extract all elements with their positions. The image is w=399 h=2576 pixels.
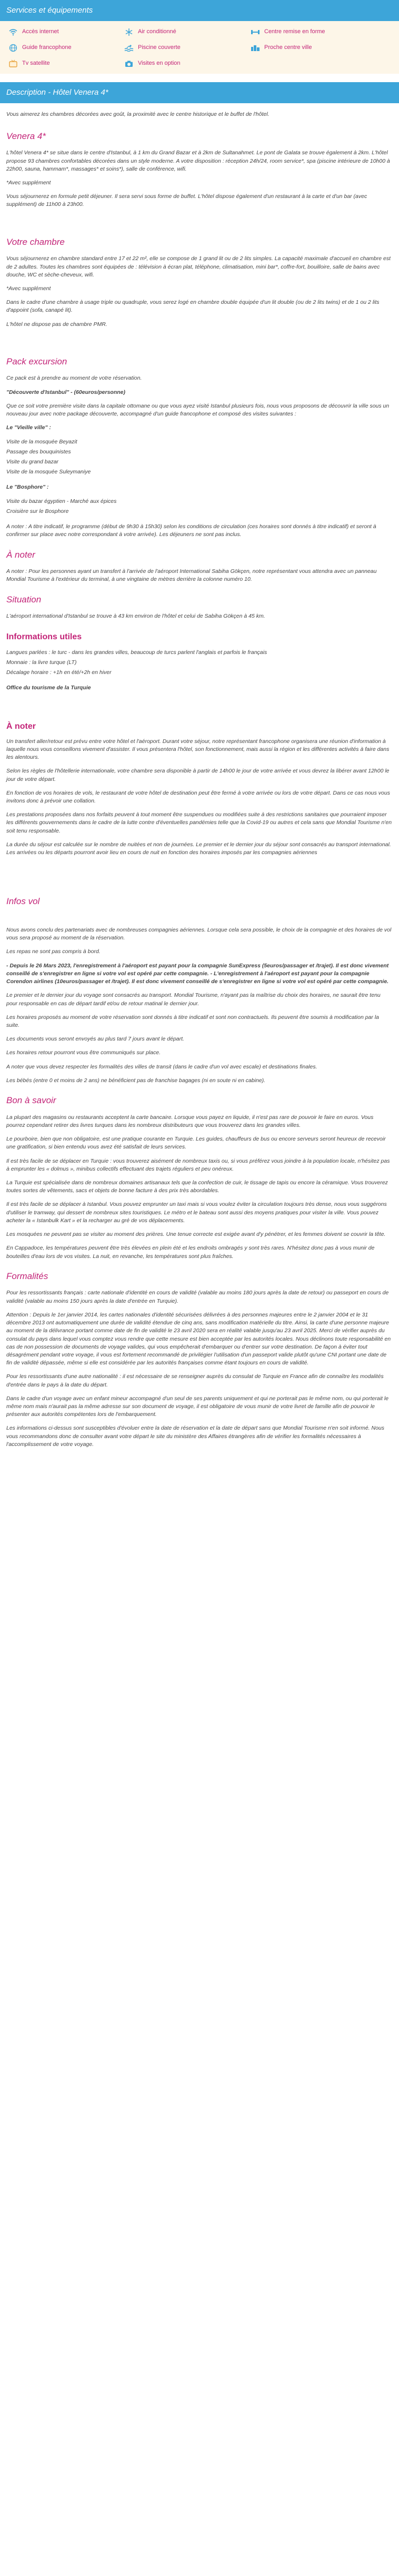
tourism-office-link[interactable]: Office du tourisme de la Turquie	[6, 685, 91, 691]
service-label: Accès internet	[22, 28, 59, 35]
paragraph: Nous avons conclu des partenariats avec de nombreuses compagnies aériennes. Lorsque cela sera possible, le choix de la compagnie et des horaires de vol vous sera proposé au moment de la réservation.	[6, 927, 392, 942]
paragraph: En fonction de vos horaires de vols, le restaurant de votre hôtel de destination peut être fermé à votre arrivée ou lors de votre départ. Dans ce cas nous vous invitons donc à prévoir une collation.	[6, 789, 390, 805]
paragraph: Le pourboire, bien que non obligatoire, est une pratique courante en Turquie. Les guides, chauffeurs de bus ou encore serveurs seront heureux de recevoir une gratification, si bien entendu vous avez été satisfait de leurs services.	[6, 1136, 386, 1151]
paragraph: Les horaires retour pourront vous être communiqués sur place.	[6, 1049, 161, 1056]
service-label: Piscine couverte	[138, 44, 181, 51]
paragraph: Les mosquées ne peuvent pas se visiter au moment des prières. Une tenue correcte est exigée avant d'y pénétrer, et les femmes doivent se couvrir la tête.	[6, 1231, 386, 1238]
paragraph: Le "Bosphore" :	[6, 484, 49, 491]
paragraph: A noter que vous devez respecter les formalités des villes de transit (dans le cadre d'un vol avec escale) et destinations finales.	[6, 1063, 317, 1070]
list-item: Passage des bouquinistes	[6, 448, 71, 455]
wifi-icon	[8, 27, 18, 37]
content	[0, 103, 399, 1476]
paragraph: *Avec supplément	[6, 285, 51, 292]
paragraph: Il est très facile de se déplacer en Turquie : vous trouverez aisément de nombreux taxis ou, si vous préférez vous joindre à la population locale, n'hésitez pas à emprunter les « dolmus », minibus collectifs effectuant des trajets réguliers et peu onéreux.	[6, 1157, 390, 1172]
paragraph: Pour les ressortissants français : carte nationale d'identité en cours de validité (valable au moins 180 jours après la date de retour) ou passeport en cours de validité (valable au moins 150 jours après la date d'entrée en Turquie).	[6, 1290, 389, 1304]
hotel-heading: Venera 4*	[6, 131, 46, 141]
paragraph: Les documents vous seront envoyés au plus tard 7 jours avant le départ.	[6, 1036, 184, 1043]
services-header: Services et équipements	[0, 0, 399, 21]
paragraph: Les horaires proposés au moment de votre réservation sont donnés à titre indicatif et sont non contractuels. Ils peuvent être soumis à modification par la suite.	[6, 1014, 379, 1028]
paragraph: Vous séjournerez en chambre standard entre 17 et 22 m², elle se compose de 1 grand lit ou de 2 lits simples. La capacité maximale d'accueil en chambre est de 2 adultes. Toutes les chambres sont équipées de : télévision à écran plat, téléphone, climatisation, mini bar*, coffre-fort, bouilloire, salle de bains avec douche, WC et sèche-cheveux, wifi.	[6, 255, 391, 278]
paragraph: Dans le cadre d'une chambre à usage triple ou quadruple, vous serez logé en chambre double équipée d'un lit double (ou de 2 lits twins) et de 1 ou 2 lits d'appoint (sofa, canapé lit).	[6, 299, 380, 314]
pool-icon	[124, 43, 134, 53]
intro-text: Vous aimerez les chambres décorées avec goût, la proximité avec le centre historique et le buffet de l'hôtel.	[6, 111, 270, 117]
pack-heading: Pack excursion	[6, 356, 67, 366]
info-list	[6, 649, 393, 677]
service-item	[124, 59, 251, 68]
paragraph: Que ce soit votre première visite dans la capitale ottomane ou que vous ayez visité Istanbul plusieurs fois, nous vous proposons de découvrir la ville sous un nouveau jour avec notre package découverte, accompagné d'un guide francophone et composé des visites suivantes :	[6, 402, 390, 418]
paragraph: Pour les ressortissants d'une autre nationalité : il est nécessaire de se renseigner auprès du consulat de Turquie en France afin de connaître les modalités d'entrée dans le pays à la date du départ.	[6, 1373, 384, 1388]
service-label: Visites en option	[138, 60, 181, 66]
service-label: Guide francophone	[22, 44, 72, 51]
paragraph: Les prestations proposées dans nos forfaits peuvent à tout moment être suspendues ou modifiées suite à des restrictions sanitaires que pourraient imposer les différents gouvernements dans le cadre de la lutte contre d'éventuelles pandémies telle que la Covid-19 ou autres et cela sans que Mondial Tourisme n'en soit tenu responsable.	[6, 811, 392, 834]
paragraph: Le "Vieille ville" :	[6, 424, 51, 431]
service-item	[8, 43, 124, 53]
list	[6, 438, 393, 477]
service-label: Proche centre ville	[264, 44, 312, 51]
formalities-heading: Formalités	[6, 1271, 48, 1281]
service-item	[8, 59, 124, 68]
paragraph: A noter : A titre indicatif, le programme (début de 9h30 à 15h30) selon les conditions de circulation (ces horaires sont donnés à titre indicatif) et seront à confirmer sur place avec notre correspondant à votre arrivée). Les déjeuners ne sont pas inclus.	[6, 523, 376, 538]
paragraph: Attention : Depuis le 1er janvier 2014, les cartes nationales d'identité sécurisées délivrées à des personnes majeures entre le 2 janvier 2004 et le 31 décembre 2013 ont automatiquement une durée de validité étendue de cinq ans, sans modification matérielle du titre. Ainsi, la carte d'une personne majeure au moment de la délivrance portant comme date de fin de validité le 23 avril 2020 sera en réalité valable jusqu'au 23 avril 2025. Merci de vérifier auprès du consulat du pays dans lequel vous comptez vous rendre que cette mesure est bien acceptée par les autorités locales. Nous déclinons toute responsabilité en cas de non possession de documents de voyage valides, qui vous empêcherait d'embarquer ou d'entrer sur votre destination. De façon à éviter tout désagrément pendant votre voyage, il vous est fortement recommandé de privilégier l'utilisation d'un passeport valide plutôt qu'une CNI portant une date de fin de validité dépassée, même si elle est considérée par les autorités françaises comme étant toujours en cours de validité.	[6, 1311, 391, 1366]
dumbbell-icon	[251, 27, 260, 37]
list-item: Visite de la mosquée Beyazit	[6, 438, 77, 445]
paragraph: La durée du séjour est calculée sur le nombre de nuitées et non de journées. Le premier et le dernier jour du séjour sont consacrés au transport international. Les arrivées ou les départs pourront avoir lieu en cours de nuit en fonction des horaires imposés par les compagnies aériennes	[6, 841, 391, 856]
service-item	[251, 27, 377, 37]
info-line: Décalage horaire : +1h en été/+2h en hiver	[6, 669, 112, 676]
paragraph: Le premier et le dernier jour du voyage sont consacrés au transport. Mondial Tourisme, n'ayant pas la maîtrise du choix des horaires, ne saurait être tenu pour responsable en cas de départ tardif et/ou de retour matinal le dernier jour.	[6, 992, 381, 1007]
services-grid	[0, 21, 399, 74]
list-item: Visite du bazar égyptien - Marché aux épices	[6, 498, 117, 504]
info-heading: Informations utiles	[6, 632, 82, 642]
paragraph: Dans le cadre d'un voyage avec un enfant mineur accompagné d'un seul de ses parents uniquement et qui ne porterait pas le même nom, ou qui porterait le même nom mais n'aurait pas la même adresse sur son document de voyage, il est obligatoire de vous munir de votre livret de famille afin de pouvoir le présenter aux autorités compétentes lors de l'embarquement.	[6, 1395, 389, 1418]
service-label: Air conditionné	[138, 28, 176, 35]
paragraph: Selon les règles de l'hôtellerie internationale, votre chambre sera disponible à partir de 14h00 le jour de votre arrivée et vous devrez la libérer avant 12h00 le jour de votre départ.	[6, 768, 390, 782]
room-heading: Votre chambre	[6, 236, 65, 247]
snowflake-icon	[124, 27, 134, 37]
tv-icon	[8, 59, 18, 68]
info-line: Monnaie : la livre turque (LT)	[6, 659, 77, 666]
paragraph: La Turquie est spécialisée dans de nombreux domaines artisanaux tels que la confection de cuir, le tissage de tapis ou encore la céramique. Vous trouverez toutes sortes de vêtements, sacs et objets de bonne facture à des prix très abordables.	[6, 1180, 388, 1194]
note-heading: À noter	[6, 549, 35, 560]
paragraph: L'hôtel ne dispose pas de chambre PMR.	[6, 321, 107, 328]
info-note-heading: À noter	[6, 721, 36, 731]
paragraph: A noter : Pour les personnes ayant un transfert à l'arrivée de l'aéroport International Sabiha Gökçen, notre représentant vous attendra avec un panneau Mondial Tourisme à l'extérieur du terminal, à une vingtaine de mètres derrière la colonne numéro 10.	[6, 568, 377, 583]
situation-heading: Situation	[6, 594, 42, 605]
paragraph: Ce pack est à prendre au moment de votre réservation.	[6, 375, 142, 382]
flight-heading: Infos vol	[6, 896, 40, 907]
paragraph: Vous séjournerez en formule petit déjeuner. Il sera servi sous forme de buffet. L'hôtel dispose également d'un restaurant à la carte et d'un bar (avec supplément) de 11h00 à 23h00.	[6, 193, 367, 208]
paragraph: Les bébés (entre 0 et moins de 2 ans) ne bénéficient pas de franchise bagages (ni en soute ni en cabine).	[6, 1077, 266, 1084]
paragraph: - Depuis le 26 Mars 2023, l'enregistrement à l'aéroport est payant pour la compagnie SunExpress (5euros/passager et /trajet). Il est donc vivement conseillé de s'enregistrer en ligne si votre vol est opéré par cette compagnie. - L'enregistrement à l'aéroport est payant pour la compagnie Corendon airlines (10euros/passager et /trajet). Il est donc vivement conseillé de s'enregistrer en ligne si votre vol est opéré par cette compagnie.	[6, 962, 389, 985]
service-label: Tv satellite	[22, 60, 50, 66]
paragraph: Un transfert aller/retour est prévu entre votre hôtel et l'aéroport. Durant votre séjour, notre représentant francophone organisera une réunion d'information à laquelle nous vous conseillons vivement d'assister. Il vous présentera l'hôtel, son fonctionnement, mais aussi la région et les différentes activités à faire dans les alentours.	[6, 738, 390, 761]
list-item: Croisière sur le Bosphore	[6, 508, 69, 514]
service-label: Centre remise en forme	[264, 28, 325, 35]
paragraph: En Cappadoce, les températures peuvent être très élevées en plein été et les endroits ombragés y sont très rares. N'hésitez donc pas à vous munir de bouteilles d'eau lors de vos visites. La nuit, en revanche, les températures sont plus fraîches.	[6, 1245, 375, 1260]
paragraph: L'hôtel Venera 4* se situe dans le centre d'Istanbul, à 1 km du Grand Bazar et à 2km de Sultanahmet. Le pont de Galata se trouve également à 2km. L'hôtel propose 93 chambres confortables décorées dans un style moderne. A votre disposition : réception 24h/24, room service*, spa (piscine intérieure de 10h00 à 22h00, sauna, hammam*, massages* et soins*), salle de conférence, wifi.	[6, 150, 390, 172]
info-line: Langues parlées : le turc - dans les grandes villes, beaucoup de turcs parlent l'anglais et parfois le français	[6, 649, 267, 656]
list	[6, 498, 393, 516]
paragraph: Les repas ne sont pas compris à bord.	[6, 948, 101, 955]
camera-icon	[124, 59, 134, 68]
location-icon	[251, 43, 260, 53]
good-to-know-heading: Bon à savoir	[6, 1095, 56, 1106]
paragraph: La plupart des magasins ou restaurants acceptent la carte bancaire. Lorsque vous payez en liquide, il n'est pas rare de pouvoir le faire en euros. Vous pourrez cependant retirer des livres turques dans les nombreux distributeurs que vous trouverez dans les grandes villes.	[6, 1114, 374, 1128]
globe-icon	[8, 43, 18, 53]
list-item: Visite du grand bazar	[6, 459, 59, 465]
service-item	[8, 27, 124, 37]
paragraph: Il est très facile de se déplacer à Istanbul. Vous pouvez emprunter un taxi mais si vous voulez éviter la circulation toujours très dense, nous vous suggérons d'utiliser le tramway, qui dessert de nombreux sites touristiques. Le métro et le bateau sont aussi des moyens pratiques pour visiter la ville. Vous pouvez acheter la « Istanbulk Kart » et la recharger au gré de vos déplacements.	[6, 1201, 387, 1224]
paragraph: "Découverte d'Istanbul" - (60euros/personne)	[6, 389, 126, 395]
paragraph: *Avec supplément	[6, 180, 51, 186]
list-item: Visite de la mosquée Suleymaniye	[6, 469, 91, 475]
service-item	[251, 43, 377, 53]
service-item	[124, 27, 251, 37]
service-item	[124, 43, 251, 53]
paragraph: Les informations ci-dessus sont susceptibles d'évoluer entre la date de réservation et la date de départ sans que Mondial Tourisme n'en soit informé. Nous vous recommandons donc de consulter avant votre départ le site du ministère des Affaires étrangères afin de vérifier les formalités nécessaires à l'accomplissement de votre voyage.	[6, 1425, 385, 1448]
paragraph: L'aéroport international d'Istanbul se trouve à 43 km environ de l'hôtel et celui de Sabiha Gökçen à 45 km.	[6, 613, 265, 620]
description-header: Description - Hôtel Venera 4*	[0, 82, 399, 103]
